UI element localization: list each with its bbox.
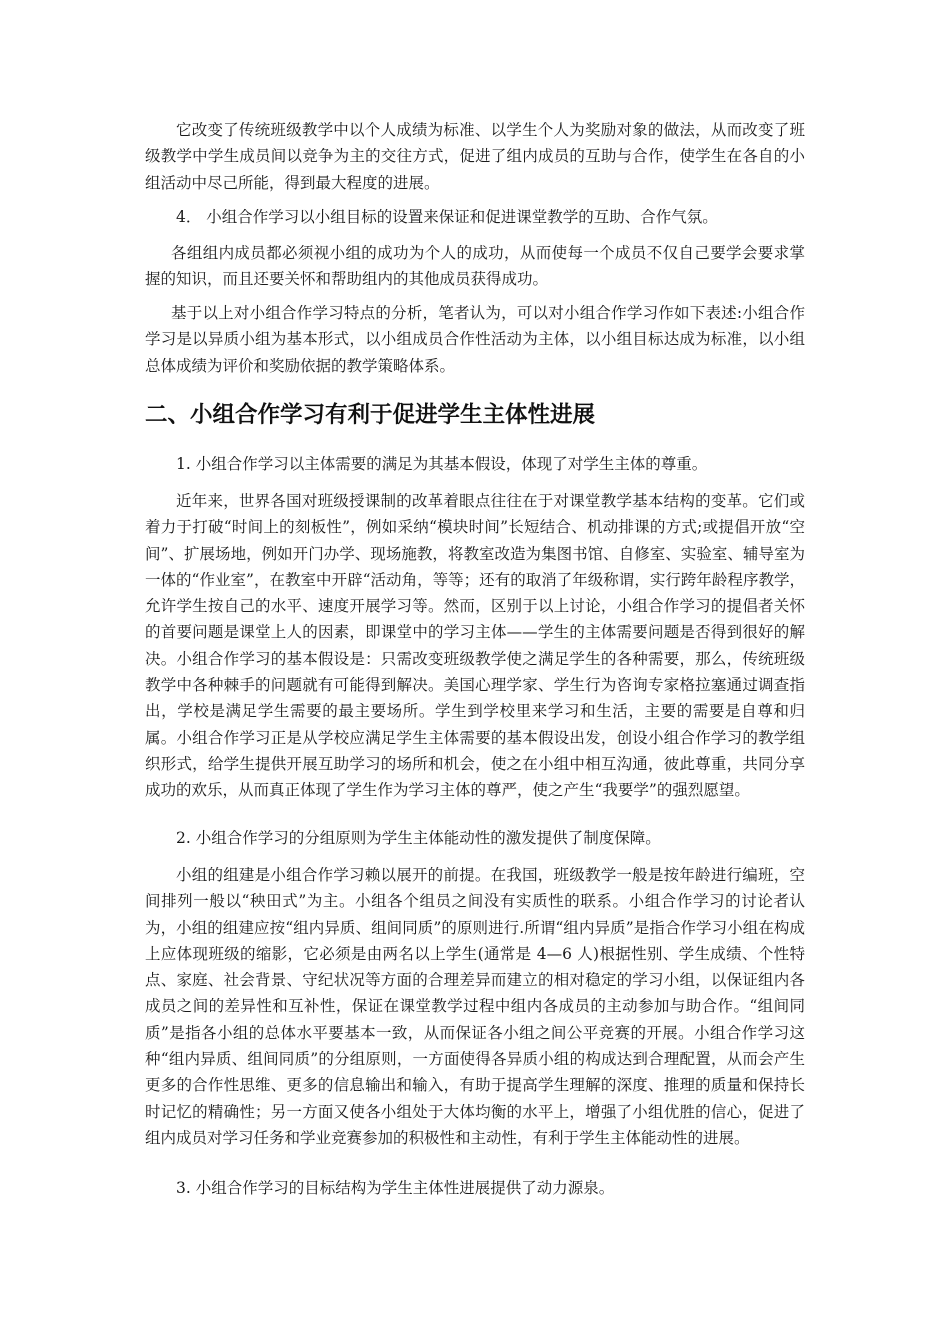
paragraph: 各组组内成员都必须视小组的成功为个人的成功，从而使每一个成员不仅自己要学会要求掌握的知识，而且还要关怀和帮助组内的其他成员获得成功。 (145, 244, 805, 289)
paragraph: 它改变了传统班级教学中以个人成绩为标准、以学生个人为奖励对象的做法，从而改变了班级教学中学生成员间以竞争为主的交往方式，促进了组内成员的互助与合作，使学生在各自的小组活动中尽己所能，得到最大程度的进展。 (145, 121, 805, 192)
list-item: 4． 小组合作学习以小组目标的设置来保证和促进课堂教学的互助、合作气氛。 (176, 208, 718, 226)
paragraph: 基于以上对小组合作学习特点的分析，笔者认为，可以对小组合作学习作如下表述:小组合作学习是以异质小组为基本形式，以小组成员合作性活动为主体，以小组目标达成为标准，以小组总体成绩为评价和奖励依据的教学策略体系。 (145, 304, 805, 375)
section-heading: 二、小组合作学习有利于促进学生主体性进展 (145, 402, 596, 428)
paragraph: 小组的组建是小组合作学习赖以展开的前提。在我国，班级教学一般是按年龄进行编班，空间排列一般以“秧田式”为主。小组各个组员之间没有实质性的联系。小组合作学习的讨论者认为，小组的组建应按“组内异质、组间同质”的原则进行.所谓“组内异质”是指合作学习小组在构成上应体现班级的缩影，它必须是由两名以上学生(通常是 4—6 人)根据性别、学生成绩、个性特点、家庭、社会背景、守纪状况等方面的合理差异而建立的相对稳定的学习小组，以保证组内各成员之间的差异性和互补性，保证在课堂教学过程中组内各成员的主动参加与助合作。“组间同质”是指各小组的总体水平要基本一致，从而保证各小组之间公平竞赛的开展。小组合作学习这种“组内异质、组间同质”的分组原则，一方面使得各异质小组的构成达到合理配置，从而会产生更多的合作性思维、更多的信息输出和输入，有助于提高学生理解的深度、推理的质量和保持长时记忆的精确性；另一方面又使各小组处于大体均衡的水平上，增强了小组优胜的信心，促进了组内成员对学习任务和学业竞赛参加的积极性和主动性，有利于学生主体能动性的进展。 (145, 866, 805, 1147)
list-item: 1. 小组合作学习以主体需要的满足为其基本假设，体现了对学生主体的尊重。 (176, 455, 708, 473)
list-item: 2. 小组合作学习的分组原则为学生主体能动性的激发提供了制度保障。 (176, 829, 661, 847)
paragraph: 近年来，世界各国对班级授课制的改革着眼点往往在于对课堂教学基本结构的变革。它们或着力于打破“时间上的刻板性”，例如采纳“模块时间”长短结合、机动排课的方式;或提倡开放“空间”、扩展场地，例如开门办学、现场施教，将教室改造为集图书馆、自修室、实验室、辅导室为一体的“作业室”，在教室中开辟“活动角，等等；还有的取消了年级称谓，实行跨年龄程序教学，允许学生按自己的水平、速度开展学习等。然而，区别于以上讨论，小组合作学习的提倡者关怀的首要问题是课堂上人的因素，即课堂中的学习主体——学生的主体需要问题是否得到很好的解决。小组合作学习的基本假设是：只需改变班级教学使之满足学生的各种需要，那么，传统班级教学中各种棘手的问题就有可能得到解决。美国心理学家、学生行为咨询专家格拉塞通过调查指出，学校是满足学生需要的最主要场所。学生到学校里来学习和生活，主要的需要是自尊和归属。小组合作学习正是从学校应满足学生主体需要的基本假设出发，创设小组合作学习的教学组织形式，给学生提供开展互助学习的场所和机会，使之在小组中相互沟通，彼此尊重，共同分享成功的欢乐，从而真正体现了学生作为学习主体的尊严，使之产生“我要学”的强烈愿望。 (145, 492, 805, 800)
list-item: 3. 小组合作学习的目标结构为学生主体性进展提供了动力源泉。 (176, 1179, 615, 1197)
